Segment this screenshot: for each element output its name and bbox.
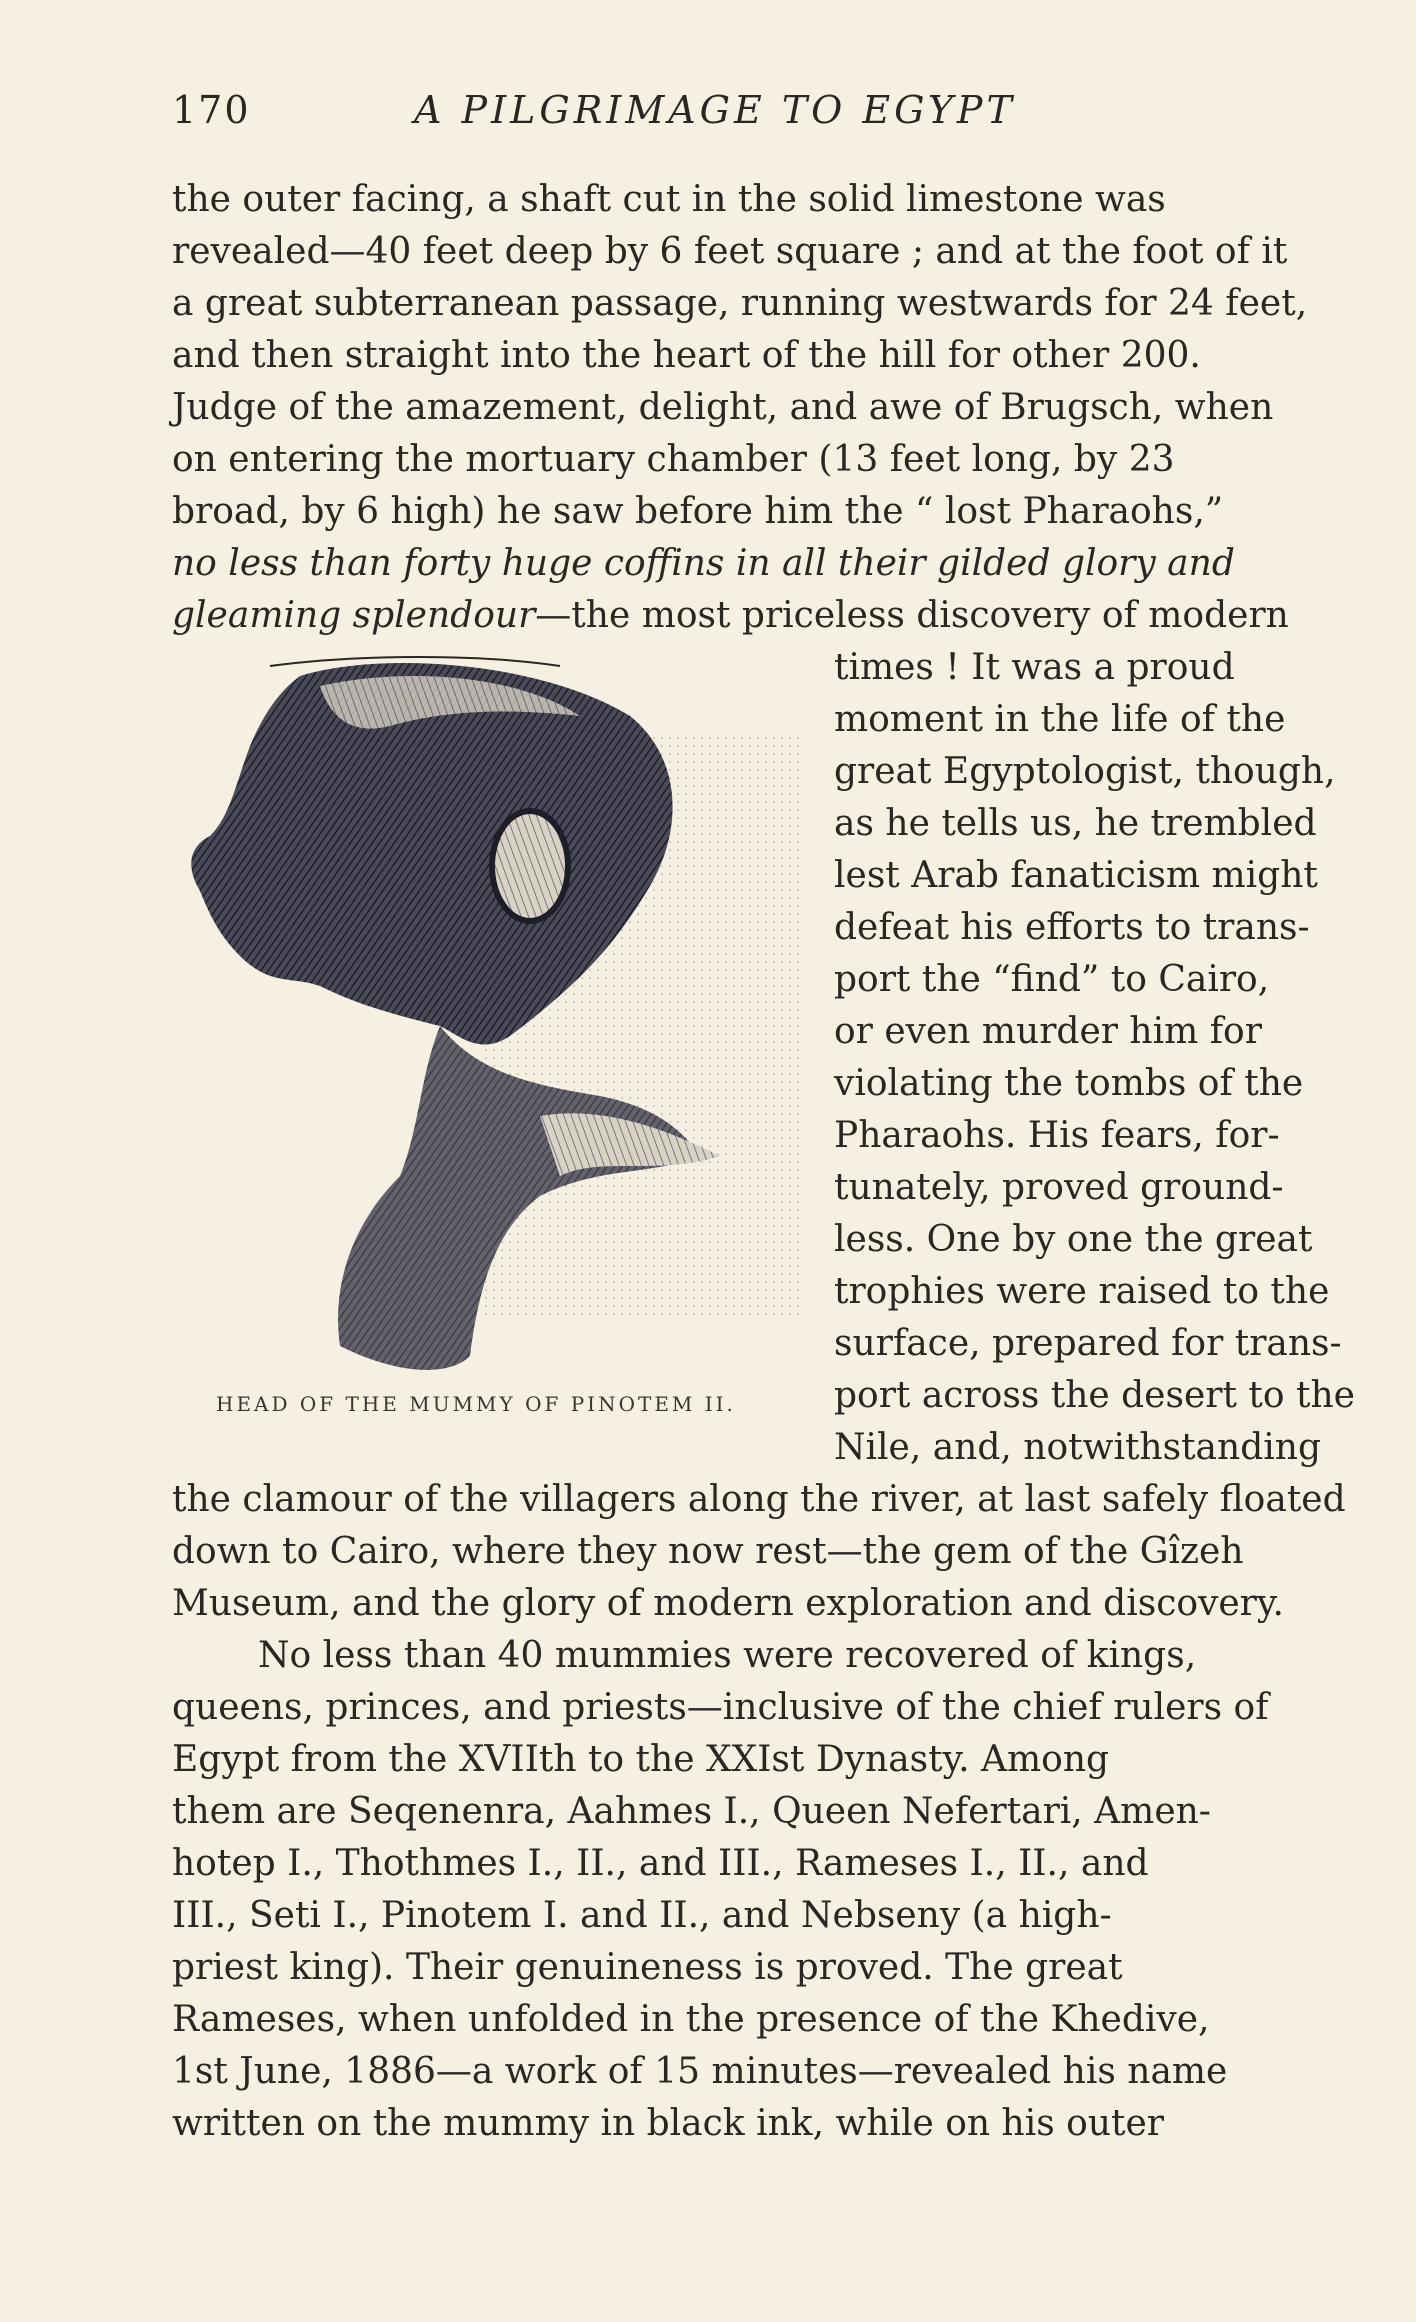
mummy-head-engraving: [180, 656, 820, 1436]
text-line: Rameses, when unfolded in the presence of the Khedive,: [172, 1999, 1210, 2040]
page-number: 170: [172, 88, 251, 132]
text-line: defeat his efforts to trans-: [834, 907, 1310, 948]
text-line: the outer facing, a shaft cut in the solid limestone was: [172, 179, 1166, 220]
text-line: and then straight into the heart of the hill for other 200.: [172, 335, 1201, 376]
text-line: Pharaohs. His fears, for-: [834, 1115, 1280, 1156]
text-line: trophies were raised to the: [834, 1271, 1330, 1312]
line-continuation: —the most priceless discovery of modern: [535, 595, 1289, 636]
text-line: No less than 40 mummies were recovered of kings,: [258, 1635, 1197, 1676]
text-line: port across the desert to the: [834, 1375, 1355, 1416]
text-line: times ! It was a proud: [834, 647, 1235, 688]
text-line: port the “find” to Cairo,: [834, 959, 1270, 1000]
text-line: or even murder him for: [834, 1011, 1262, 1052]
text-line: Egypt from the XVIIth to the XXIst Dynasty. Among: [172, 1739, 1110, 1780]
text-line: hotep I., Thothmes I., II., and III., Rameses I., II., and: [172, 1843, 1149, 1884]
text-line: as he tells us, he trembled: [834, 803, 1317, 844]
mixed-line: [172, 590, 1332, 642]
text-line: a great subterranean passage, running westwards for 24 feet,: [172, 283, 1308, 324]
text-line: less. One by one the great: [834, 1219, 1313, 1260]
text-line: Museum, and the glory of modern exploration and discovery.: [172, 1583, 1284, 1624]
running-title: A PILGRIMAGE TO EGYPT: [414, 88, 1016, 132]
text-line: III., Seti I., Pinotem I. and II., and Nebseny (a high-: [172, 1895, 1112, 1936]
text-line: on entering the mortuary chamber (13 feet long, by 23: [172, 439, 1175, 480]
text-line: written on the mummy in black ink, while on his outer: [172, 2103, 1165, 2144]
text-line: down to Cairo, where they now rest—the gem of the Gîzeh: [172, 1531, 1244, 1572]
wrapped-paragraph: [834, 642, 1355, 1474]
running-header: [172, 88, 1102, 148]
text-line: tunately, proved ground-: [834, 1167, 1284, 1208]
text-line: Nile, and, notwithstanding: [834, 1427, 1321, 1468]
text-line: lest Arab fanaticism might: [834, 855, 1318, 896]
figure-caption: HEAD OF THE MUMMY OF PINOTEM II.: [216, 1392, 736, 1416]
text-line: them are Seqenenra, Aahmes I., Queen Nefertari, Amen-: [172, 1791, 1211, 1832]
text-line: queens, princes, and priests—inclusive of the chief rulers of: [172, 1687, 1269, 1728]
top-paragraph: [172, 174, 1332, 642]
text-line: moment in the life of the: [834, 699, 1286, 740]
italic-line: no less than forty huge coffins in all their gilded glory and: [172, 543, 1235, 584]
ear-shape: [492, 811, 568, 921]
text-line: Judge of the amazement, delight, and awe of Brugsch, when: [172, 387, 1274, 428]
text-line: broad, by 6 high) he saw before him the “ lost Pharaohs,”: [172, 491, 1224, 532]
text-line: 1st June, 1886—a work of 15 minutes—revealed his name: [172, 2051, 1228, 2092]
bottom-paragraph: [172, 1474, 1346, 2150]
text-line: priest king). Their genuineness is proved. The great: [172, 1947, 1123, 1988]
text-line: great Egyptologist, though,: [834, 751, 1336, 792]
text-line: surface, prepared for trans-: [834, 1323, 1342, 1364]
italic-phrase: gleaming splendour: [172, 595, 536, 636]
text-line: revealed—40 feet deep by 6 feet square ; and at the foot of it: [172, 231, 1288, 272]
text-line: the clamour of the villagers along the river, at last safely floated: [172, 1479, 1346, 1520]
text-line: violating the tombs of the: [834, 1063, 1304, 1104]
